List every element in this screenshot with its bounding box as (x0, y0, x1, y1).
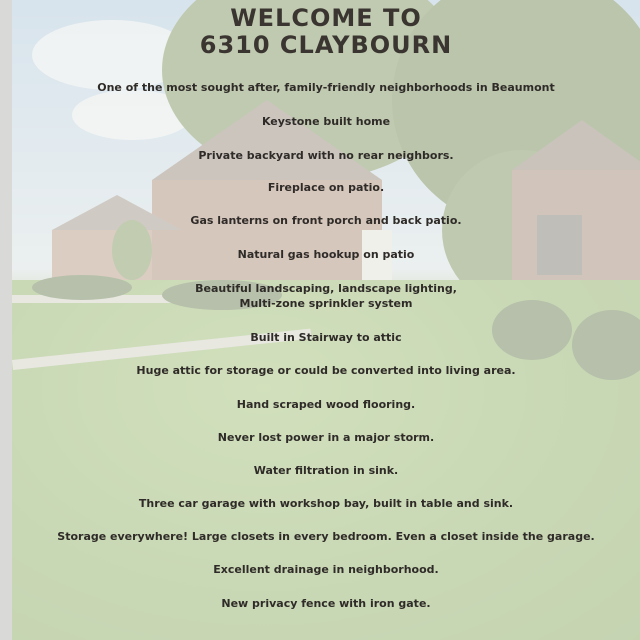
title-line-2: 6310 CLAYBOURN (199, 31, 453, 59)
feature-item: Gas lanterns on front porch and back patio. (190, 214, 462, 227)
feature-item: New privacy fence with iron gate. (221, 597, 431, 610)
title-line-1: WELCOME TO (230, 4, 422, 32)
feature-list-content (12, 0, 640, 640)
feature-item: Storage everywhere! Large closets in every bedroom. Even a closet inside the garage. (57, 530, 595, 543)
feature-item: Huge attic for storage or could be converted into living area. (136, 364, 516, 377)
feature-item: Private backyard with no rear neighbors. (198, 149, 454, 162)
feature-item: Never lost power in a major storm. (217, 431, 435, 444)
feature-item: Hand scraped wood flooring. (236, 398, 416, 411)
feature-item: Built in Stairway to attic (250, 331, 402, 344)
feature-item: Three car garage with workshop bay, built in table and sink. (138, 497, 514, 510)
feature-item: Excellent drainage in neighborhood. (213, 563, 439, 576)
feature-item: Natural gas hookup on patio (237, 248, 415, 261)
feature-item: Keystone built home (261, 115, 391, 128)
feature-item: Beautiful landscaping, landscape lighting, (195, 282, 457, 295)
feature-item: Multi-zone sprinkler system (239, 297, 413, 310)
feature-item: Water filtration in sink. (253, 464, 399, 477)
left-border-strip (0, 0, 12, 640)
feature-item: One of the most sought after, family-friendly neighborhoods in Beaumont (97, 81, 555, 94)
feature-item: Fireplace on patio. (267, 181, 385, 194)
